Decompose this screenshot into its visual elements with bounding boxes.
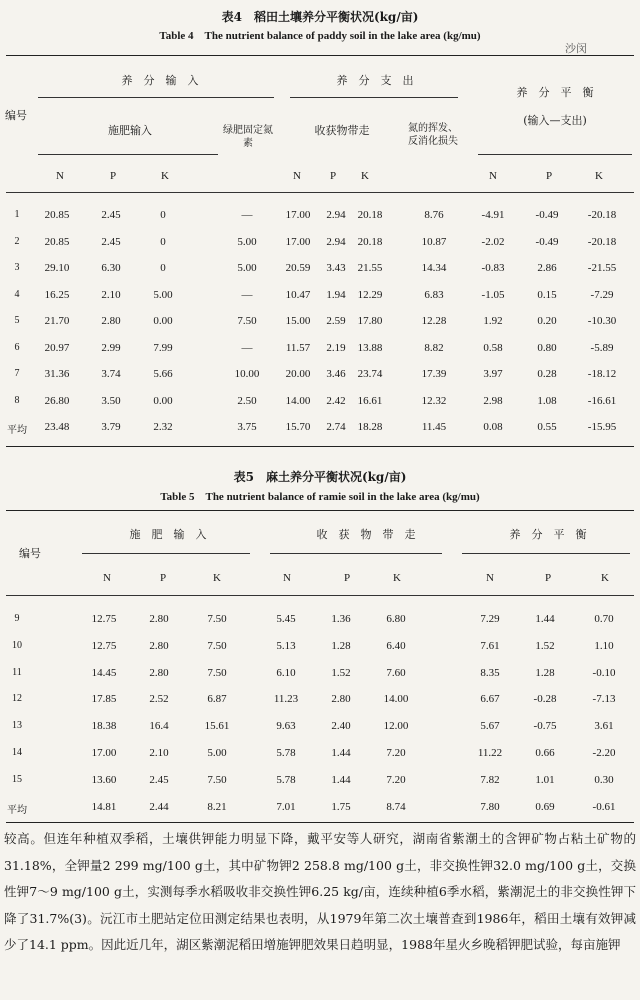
table-cell: 2.59 xyxy=(326,315,346,327)
table-cell: 0.00 xyxy=(153,394,173,407)
table-cell: 5.67 xyxy=(480,720,500,733)
table-cell: -7.29 xyxy=(590,288,614,301)
table-cell: 5.45 xyxy=(276,613,296,625)
table-cell: 7.60 xyxy=(386,666,406,679)
t5-col-crop-p: P xyxy=(343,572,351,584)
table-cell: 0.08 xyxy=(483,421,503,433)
table-cell: -0.28 xyxy=(533,693,557,706)
table-cell: 0.58 xyxy=(483,341,503,354)
table5-row-no: 12 xyxy=(12,693,22,705)
table5-bottom-rule xyxy=(6,822,634,823)
table-cell: 26.80 xyxy=(44,394,70,407)
t5-col-bal-n: N xyxy=(486,572,494,584)
table4-header-fert: 施肥输入 xyxy=(108,124,152,137)
table-cell: 2.32 xyxy=(153,421,173,433)
table-cell: 2.80 xyxy=(149,666,169,679)
table-cell: -18.12 xyxy=(587,368,617,380)
t5-col-crop-n: N xyxy=(283,572,291,584)
table-cell: 1.94 xyxy=(326,288,346,301)
table-cell: 17.80 xyxy=(357,315,383,327)
table-cell: -0.10 xyxy=(592,666,616,679)
table-cell: 15.61 xyxy=(204,720,230,733)
table-cell: 3.79 xyxy=(101,421,121,433)
table-cell: 6.67 xyxy=(480,693,500,706)
table-cell: -2.20 xyxy=(592,747,616,759)
table-cell: 6.10 xyxy=(276,666,296,679)
table5-row-no: 平均 xyxy=(7,804,27,816)
table-cell: 7.82 xyxy=(480,773,500,786)
table-cell: 2.45 xyxy=(101,235,121,248)
table-cell: 7.61 xyxy=(480,639,500,652)
table-cell: 17.00 xyxy=(285,235,311,248)
table-cell: 17.85 xyxy=(91,693,117,706)
table-cell: 2.40 xyxy=(331,720,351,733)
table-cell: 2.80 xyxy=(149,639,169,652)
table-cell: 11.45 xyxy=(421,421,447,433)
table-cell: 1.92 xyxy=(483,315,503,327)
table5-header-no: 编号 xyxy=(19,547,41,560)
table-cell: -20.18 xyxy=(587,235,617,248)
table-cell: 1.28 xyxy=(331,639,351,652)
table-cell: 1.28 xyxy=(535,666,555,679)
table-cell: -0.83 xyxy=(481,262,505,274)
table-cell: 0.66 xyxy=(535,747,555,759)
table5-row-no: 11 xyxy=(12,666,22,678)
table5-row-no: 9 xyxy=(14,613,20,624)
table-cell: 11.23 xyxy=(273,693,299,706)
table-cell: 5.13 xyxy=(276,639,296,652)
table-cell: 2.52 xyxy=(149,693,169,706)
table-cell: 0.00 xyxy=(153,315,173,327)
table-cell: -15.95 xyxy=(587,421,617,433)
t5-col-bal-k: K xyxy=(601,572,609,584)
table-cell: 0.80 xyxy=(537,341,557,354)
table-cell: 2.80 xyxy=(149,613,169,625)
table-cell: 16.61 xyxy=(357,394,383,407)
table5-caption-en: Table 5 The nutrient balance of ramie soil in the lake area (kg/mu) xyxy=(160,491,480,503)
table-cell: 3.50 xyxy=(101,394,121,407)
table-cell: 9.63 xyxy=(276,720,296,733)
table-cell: 17.00 xyxy=(91,747,117,759)
table-cell: 7.20 xyxy=(386,773,406,786)
table-cell: 2.86 xyxy=(537,262,557,274)
table-cell: 3.75 xyxy=(237,421,257,433)
table4-header-no: 编号 xyxy=(5,109,27,122)
table4-row-no: 8 xyxy=(14,394,20,406)
table4-row-no: 1 xyxy=(14,209,20,220)
table-cell: 10.47 xyxy=(285,288,311,301)
table-cell: 11.22 xyxy=(477,747,503,759)
table-cell: 20.97 xyxy=(44,341,70,354)
table-cell: -0.49 xyxy=(535,209,559,221)
t4-col-bal-k: K xyxy=(595,170,603,182)
table-cell: 13.88 xyxy=(357,341,383,354)
table-cell: 6.30 xyxy=(101,262,121,274)
table-cell: 7.50 xyxy=(207,666,227,679)
t5-col-fert-n: N xyxy=(103,572,111,584)
table-cell: 0 xyxy=(160,235,166,248)
table4-caption-cn: 表4 稻田土壤养分平衡状况(kg/亩) xyxy=(221,10,419,24)
table-cell: 7.50 xyxy=(207,639,227,652)
table5-row-no: 15 xyxy=(12,773,22,785)
table-cell: 17.39 xyxy=(421,368,447,380)
t4-col-crop-p: P xyxy=(329,170,337,182)
table4-row-no: 平均 xyxy=(7,425,27,436)
table-cell: -0.75 xyxy=(533,720,557,733)
table4-fert-rule xyxy=(38,154,218,155)
corner-mark: 沙闵 xyxy=(565,42,587,55)
t4-col-crop-n: N xyxy=(293,170,301,182)
table-cell: 14.81 xyxy=(91,800,117,813)
table5-top-rule xyxy=(6,510,634,511)
table-cell: 20.18 xyxy=(357,235,383,248)
table-cell: — xyxy=(241,209,253,221)
table-cell: 8.74 xyxy=(386,800,406,813)
table-cell: 0.15 xyxy=(537,288,557,301)
table5-row-no: 13 xyxy=(12,720,22,732)
table-cell: 8.76 xyxy=(424,209,444,221)
table-cell: — xyxy=(241,288,253,301)
table-cell: 1.52 xyxy=(331,666,351,679)
table-cell: 0.55 xyxy=(537,421,557,433)
t5-col-fert-p: P xyxy=(159,572,167,584)
table5-header-balance: 养 分 平 衡 xyxy=(509,528,587,541)
table-cell: 17.00 xyxy=(285,209,311,221)
table-cell: 1.08 xyxy=(537,394,557,407)
table-cell: 2.94 xyxy=(326,209,346,221)
table4-row-no: 7 xyxy=(14,368,20,379)
table4-output-rule xyxy=(290,97,458,98)
table-cell: 21.70 xyxy=(44,315,70,327)
table-cell: 29.10 xyxy=(44,262,70,274)
table-cell: 1.44 xyxy=(331,773,351,786)
table-cell: 16.4 xyxy=(149,720,169,733)
table-cell: 2.99 xyxy=(101,341,121,354)
table-cell: 10.00 xyxy=(234,368,260,380)
table-cell: 11.57 xyxy=(285,341,311,354)
table5-row-no: 10 xyxy=(12,639,22,651)
table-cell: 7.50 xyxy=(207,613,227,625)
table4-header-nloss: 氮的挥发、反消化损失 xyxy=(408,123,458,147)
table-cell: 2.80 xyxy=(101,315,121,327)
t4-col-p: P xyxy=(109,170,117,182)
table-cell: 13.60 xyxy=(91,773,117,786)
table-cell: 18.38 xyxy=(91,720,117,733)
table-cell: 20.85 xyxy=(44,209,70,221)
table-cell: 3.74 xyxy=(101,368,121,380)
table-cell: — xyxy=(241,341,253,354)
table5-header-rule xyxy=(6,595,634,596)
table4-header-input: 养 分 输 入 xyxy=(121,74,199,87)
table-cell: 2.98 xyxy=(483,394,503,407)
table-cell: 14.00 xyxy=(285,394,311,407)
table-cell: 2.10 xyxy=(101,288,121,301)
table-cell: 8.21 xyxy=(207,800,227,813)
table-cell: -21.55 xyxy=(587,262,617,274)
table-cell: 5.00 xyxy=(153,288,173,301)
table-cell: 2.44 xyxy=(149,800,169,813)
table5-fert-rule xyxy=(82,553,250,554)
table-cell: 2.42 xyxy=(326,394,346,407)
table-cell: 12.28 xyxy=(421,315,447,327)
table4-balance-rule xyxy=(478,154,632,155)
table-cell: 23.48 xyxy=(44,421,70,433)
table4-input-rule xyxy=(38,97,274,98)
table-cell: 0.69 xyxy=(535,800,555,813)
table4-header-green: 绿肥固定氮素 xyxy=(223,125,273,149)
table-cell: 2.74 xyxy=(326,421,346,433)
table-cell: -5.89 xyxy=(590,341,614,354)
table-cell: 6.80 xyxy=(386,613,406,625)
t4-col-bal-n: N xyxy=(489,170,497,182)
table-cell: -1.05 xyxy=(481,288,505,301)
table4-row-no: 4 xyxy=(14,288,20,300)
table-cell: 1.36 xyxy=(331,613,351,625)
table4-top-rule xyxy=(6,55,634,56)
table-cell: 0.20 xyxy=(537,315,557,327)
table4-header-rule xyxy=(6,192,634,193)
table-cell: 14.00 xyxy=(383,693,409,706)
table-cell: 14.45 xyxy=(91,666,117,679)
table-cell: -2.02 xyxy=(481,235,505,248)
table-cell: 12.00 xyxy=(383,720,409,733)
t4-col-n: N xyxy=(56,170,64,182)
table-cell: 16.25 xyxy=(44,288,70,301)
table-cell: 7.01 xyxy=(276,800,296,813)
table4-bottom-rule xyxy=(6,446,634,447)
table5-balance-rule xyxy=(462,553,630,554)
table-cell: 23.74 xyxy=(357,368,383,380)
t4-col-bal-p: P xyxy=(545,170,553,182)
table-cell: 7.80 xyxy=(480,800,500,813)
table-cell: -0.61 xyxy=(592,800,616,813)
table-cell: 3.43 xyxy=(326,262,346,274)
table-cell: 1.10 xyxy=(594,639,614,652)
table4-caption-en: Table 4 The nutrient balance of paddy soil in the lake area (kg/mu) xyxy=(159,30,481,42)
t5-col-fert-k: K xyxy=(213,572,221,584)
table-cell: 1.75 xyxy=(331,800,351,813)
table5-caption-cn: 表5 麻土养分平衡状况(kg/亩) xyxy=(233,470,407,484)
table-cell: -20.18 xyxy=(587,209,617,221)
table5-crop-rule xyxy=(270,553,442,554)
table-cell: -10.30 xyxy=(587,315,617,327)
table-cell: 0.28 xyxy=(537,368,557,380)
table-cell: 20.18 xyxy=(357,209,383,221)
table4-header-balance: 养 分 平 衡 xyxy=(516,86,594,99)
table4-header-output: 养 分 支 出 xyxy=(336,74,414,87)
table5-header-crop: 收 获 物 带 走 xyxy=(316,528,416,541)
table-cell: -16.61 xyxy=(587,394,617,407)
table5-header-fert: 施 肥 输 入 xyxy=(129,528,207,541)
t5-col-bal-p: P xyxy=(544,572,552,584)
table-cell: 5.00 xyxy=(237,262,257,274)
table-cell: 0.70 xyxy=(594,613,614,625)
table-cell: 10.87 xyxy=(421,235,447,248)
table-cell: 12.29 xyxy=(357,288,383,301)
table-cell: -4.91 xyxy=(481,209,505,221)
table-cell: 7.29 xyxy=(480,613,500,625)
table-cell: -0.49 xyxy=(535,235,559,248)
table4-row-no: 2 xyxy=(14,235,20,247)
table-cell: 0 xyxy=(160,262,166,274)
table-cell: 3.97 xyxy=(483,368,503,380)
table-cell: 12.75 xyxy=(91,639,117,652)
table-cell: 2.10 xyxy=(149,747,169,759)
table-cell: -7.13 xyxy=(592,693,616,706)
table-cell: 7.50 xyxy=(207,773,227,786)
table4-header-balance-sub: (输入—支出) xyxy=(523,114,587,127)
table-cell: 1.44 xyxy=(535,613,555,625)
table-cell: 7.50 xyxy=(237,315,257,327)
table-cell: 6.87 xyxy=(207,693,227,706)
table-cell: 2.45 xyxy=(101,209,121,221)
table-cell: 31.36 xyxy=(44,368,70,380)
t5-col-crop-k: K xyxy=(393,572,401,584)
table-cell: 5.66 xyxy=(153,368,173,380)
table-cell: 1.52 xyxy=(535,639,555,652)
t4-col-k: K xyxy=(161,170,169,182)
table-cell: 0 xyxy=(160,209,166,221)
table-cell: 3.61 xyxy=(594,720,614,733)
table-cell: 5.00 xyxy=(237,235,257,248)
table-cell: 2.50 xyxy=(237,394,257,407)
table-cell: 5.00 xyxy=(207,747,227,759)
table-cell: 1.44 xyxy=(331,747,351,759)
table-cell: 6.83 xyxy=(424,288,444,301)
t4-col-crop-k: K xyxy=(361,170,369,182)
table4-header-crop: 收获物带走 xyxy=(314,124,370,137)
table-cell: 2.80 xyxy=(331,693,351,706)
table-cell: 14.34 xyxy=(421,262,447,274)
table-cell: 2.94 xyxy=(326,235,346,248)
table-cell: 5.78 xyxy=(276,747,296,759)
table-cell: 8.35 xyxy=(480,666,500,679)
table-cell: 20.00 xyxy=(285,368,311,380)
table4-row-no: 3 xyxy=(14,262,20,273)
body-paragraph: 较高。但连年种植双季稻，土壤供钾能力明显下降，戴平安等人研究，湖南省紫潮土的含钾矿物占粘土矿物的31.18%，全钾量2 299 mg/100 g土，其中矿物钾2 258.8 mg/100 g土，非交换性钾32.0 mg/100 g土，交换性钾7～9 mg/100 g土，实测每季水稻吸收非交换性钾6.25 kg/亩，连续种植6季水稻，紫潮泥土的非交换性钾下降了31.7%(3)。沅江市土肥站定位田测定结果也表明，从1979年第二次土壤普查到1986年，稻田土壤有效钾减少了14.1 ppm。因此近几年，湖区紫潮泥稻田增施钾肥效果日趋明显，1988年星火乡晚稻钾肥试验，每亩施钾 xyxy=(4,831,636,952)
table-cell: 15.70 xyxy=(285,421,311,433)
table4-row-no: 5 xyxy=(14,315,20,326)
table4-row-no: 6 xyxy=(14,341,20,353)
table-cell: 8.82 xyxy=(424,341,444,354)
table-cell: 0.30 xyxy=(594,773,614,786)
table-cell: 2.19 xyxy=(326,341,346,354)
table-cell: 20.59 xyxy=(285,262,311,274)
table5-row-no: 14 xyxy=(12,747,22,758)
table-cell: 21.55 xyxy=(357,262,383,274)
table-cell: 5.78 xyxy=(276,773,296,786)
table-cell: 3.46 xyxy=(326,368,346,380)
table-cell: 18.28 xyxy=(357,421,383,433)
table-cell: 20.85 xyxy=(44,235,70,248)
table-cell: 2.45 xyxy=(149,773,169,786)
table-cell: 7.99 xyxy=(153,341,173,354)
table-cell: 7.20 xyxy=(386,747,406,759)
table-cell: 6.40 xyxy=(386,639,406,652)
table-cell: 1.01 xyxy=(535,773,555,786)
table-cell: 15.00 xyxy=(285,315,311,327)
table-cell: 12.75 xyxy=(91,613,117,625)
table-cell: 12.32 xyxy=(421,394,447,407)
